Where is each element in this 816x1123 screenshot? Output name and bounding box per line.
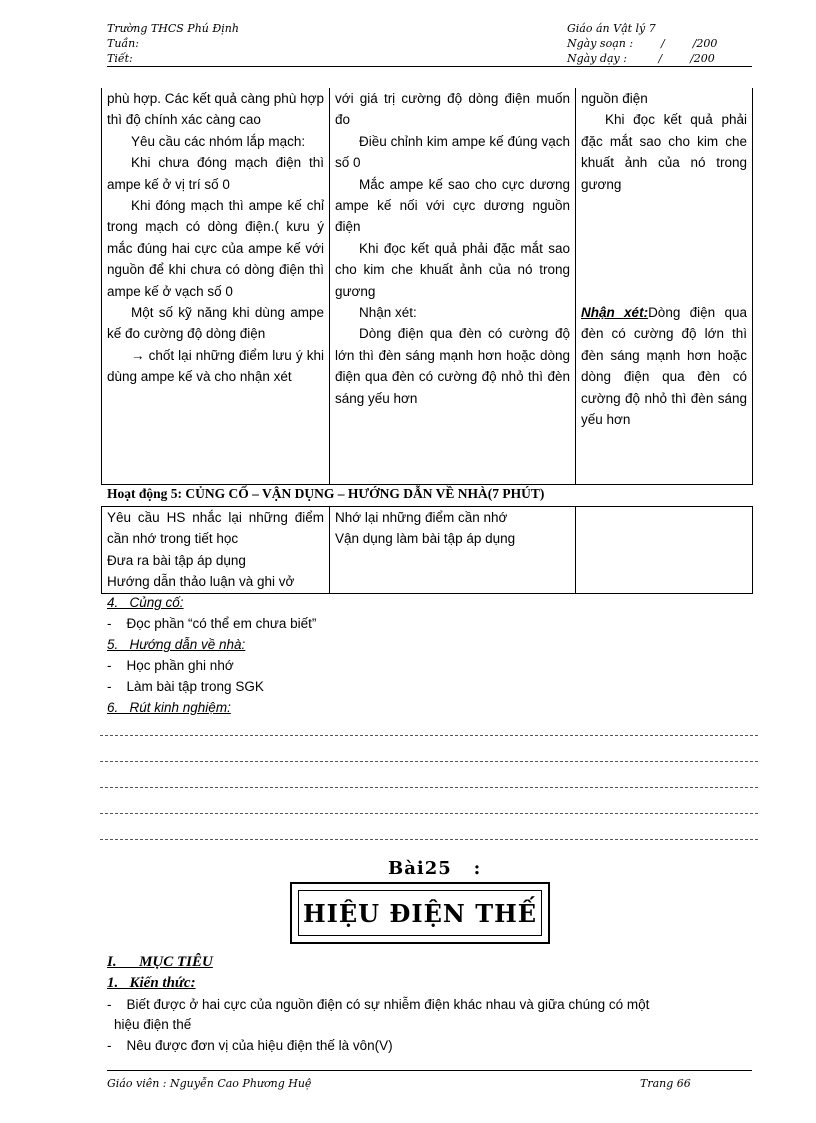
knowledge-heading: 1. Kiến thức:	[107, 975, 196, 991]
note-text: Dòng điện qua đèn có cường độ lớn thì đèn sáng mạnh hơn hoặc dòng điện qua đèn có cường độ nhỏ thì đèn sáng yếu hơn	[581, 305, 747, 428]
cell-paragraph: Hướng dẫn thảo luận và ghi vở	[107, 574, 295, 590]
period-label: Tiết:	[107, 52, 133, 65]
notes-line	[100, 787, 758, 788]
objective-item-1: - Biết được ở hai cực của nguồn điện có sự nhiễm điện khác nhau và giữa chúng có một	[107, 997, 650, 1012]
header-rule	[107, 66, 752, 67]
teacher-name: Giáo viên : Nguyễn Cao Phương Huệ	[107, 1077, 312, 1090]
plan-title: Giáo án Vật lý 7	[567, 22, 656, 35]
school-name: Trường THCS Phú Định	[107, 22, 239, 35]
content-reading: Khi đọc kết quả phải đặc mắt sao cho kim che khuất ảnh của nó trong gương	[581, 112, 747, 192]
cell-paragraph: Đưa ra bài tập áp dụng	[107, 552, 246, 568]
section-5-item-1: - Học phần ghi nhớ	[107, 658, 234, 673]
cell-paragraph: với giá trị cường độ dòng điện muốn đo	[335, 91, 570, 128]
notes-line	[100, 813, 758, 814]
consolidation-student-cell	[330, 507, 576, 594]
notes-line	[100, 839, 758, 840]
note-label: Nhận xét:	[581, 305, 649, 321]
cell-paragraph: Yêu cầu các nhóm lắp mạch:	[131, 133, 306, 149]
content-cell	[576, 88, 753, 484]
notes-line	[100, 761, 758, 762]
cell-paragraph: Điều chỉnh kim ampe kế đúng vạch số 0	[335, 133, 570, 171]
cell-paragraph: Một số kỹ năng khi dùng ampe kế đo cường độ dòng điện	[107, 305, 324, 342]
objectives-heading: I. MỤC TIÊU	[107, 954, 213, 970]
section-6-heading: 6. Rút kinh nghiệm:	[107, 700, 231, 715]
lesson-number: Bài25 :	[388, 858, 482, 879]
content-top: nguồn điện	[581, 91, 648, 106]
notes-line	[100, 735, 758, 736]
date-teach: Ngày dạy : / /200	[567, 52, 715, 65]
consolidation-table	[101, 506, 753, 594]
cell-paragraph: phù hợp. Các kết quả càng phù hợp thì độ chính xác càng cao	[107, 91, 324, 128]
header-right	[567, 21, 717, 66]
cell-paragraph: Mắc ampe kế sao cho cực dương ampe kế nối với cực dương nguồn điện	[335, 176, 570, 235]
teacher-activity-cell	[102, 88, 330, 484]
cell-paragraph: Nhận xét:	[359, 305, 417, 321]
cell-paragraph: Khi đọc kết quả phải đặc mắt sao cho kim che khuất ảnh của nó trong gương	[335, 240, 570, 299]
date-prepare: Ngày soạn : / /200	[567, 37, 718, 50]
section-4-heading: 4. Củng cố:	[107, 595, 184, 610]
week-label: Tuần:	[107, 37, 139, 50]
cell-paragraph: Nhớ lại những điểm cần nhớ	[335, 510, 508, 525]
activity-table	[101, 88, 753, 485]
cell-paragraph: Khi đóng mạch thì ampe kế chỉ trong mạch có dòng điện.( kưu ý mắc đúng hai cực của ampe kế với nguồn để khi chưa có dòng điện thì ampe kế ở vạch số 0	[107, 198, 324, 299]
objective-item-2: - Nêu được đơn vị của hiệu điện thế là vôn(V)	[107, 1038, 393, 1053]
header-left	[107, 21, 239, 66]
cell-paragraph: Vận dụng làm bài tập áp dụng	[335, 531, 516, 547]
consolidation-teacher-cell	[102, 507, 330, 594]
section-5-item-2: - Làm bài tập trong SGK	[107, 679, 264, 694]
cell-paragraph: Khi chưa đóng mạch điện thì ampe kế ở vị trí số 0	[107, 155, 324, 192]
cell-paragraph: → chốt lại những điểm lưu ý khi dùng ampe kế và cho nhận xét	[107, 347, 324, 385]
student-activity-cell	[330, 88, 576, 484]
lesson-title: HIỆU ĐIỆN THẾ	[298, 890, 542, 936]
content-note	[581, 302, 747, 430]
cell-paragraph: Dòng điện qua đèn có cường độ lớn thì đèn sáng mạnh hơn hoặc dòng điện qua đèn có cường độ nhỏ thì đèn sáng yếu hơn	[335, 326, 570, 406]
section-5-heading: 5. Hướng dẫn về nhà:	[107, 637, 246, 652]
consolidation-content-cell	[576, 507, 753, 594]
activity-5-heading: Hoạt động 5: CỦNG CỐ – VẬN DỤNG – HƯỚNG DẪN VỀ NHÀ(7 PHÚT)	[107, 486, 545, 501]
section-4-item: - Đọc phần “có thể em chưa biết”	[107, 616, 317, 631]
cell-paragraph: Yêu cầu HS nhắc lại những điểm cần nhớ trong tiết học	[107, 510, 324, 547]
objective-item-1-cont: hiệu điện thế	[114, 1017, 192, 1032]
page-number: Trang 66	[640, 1077, 691, 1090]
lesson-title-frame	[290, 882, 550, 944]
footer-rule	[107, 1070, 752, 1071]
